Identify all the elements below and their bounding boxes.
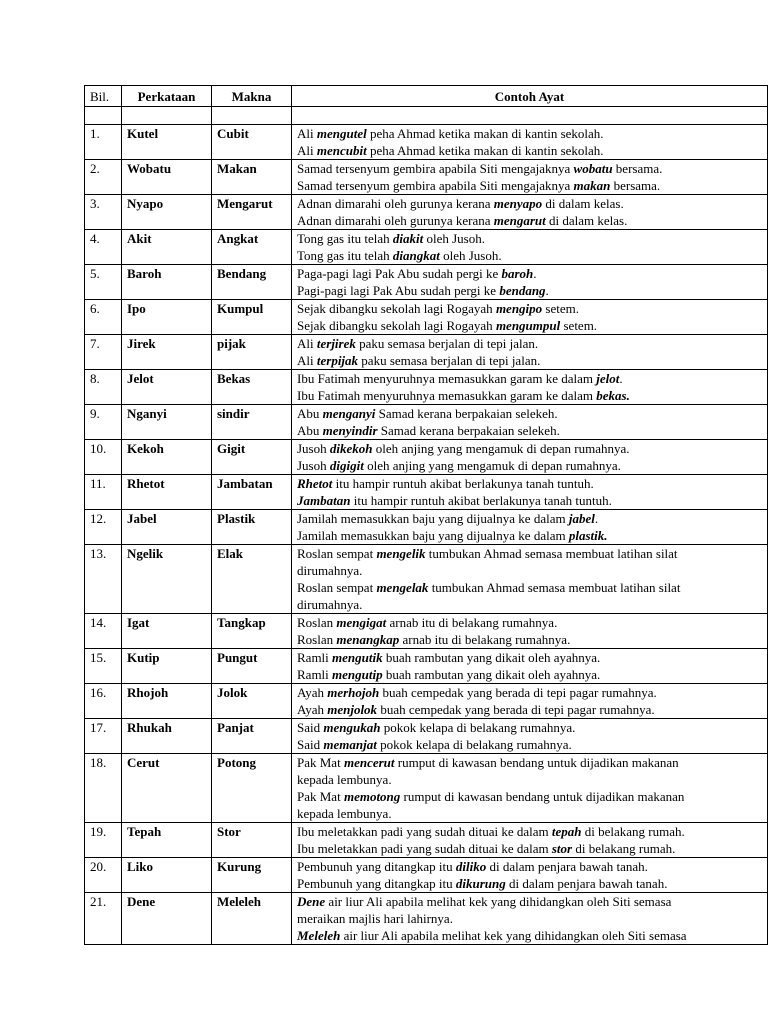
row-example <box>292 823 768 858</box>
row-example <box>292 719 768 754</box>
row-example <box>292 649 768 684</box>
example-line <box>297 125 767 142</box>
example-line <box>297 335 767 352</box>
row-meaning: Kumpul <box>212 300 292 335</box>
example-text: Jamilah memasukkan baju yang dijualnya ke dalam <box>297 511 569 526</box>
table-row <box>85 510 768 545</box>
example-line <box>297 596 767 613</box>
row-meaning: pijak <box>212 335 292 370</box>
example-text: tumbukan Ahmad semasa membuat latihan silat <box>425 546 678 561</box>
highlighted-word: menangkap <box>336 632 400 647</box>
example-text: peha Ahmad ketika makan di kantin sekolah. <box>366 143 604 158</box>
example-line <box>297 440 767 457</box>
example-line <box>297 545 767 562</box>
example-text: Pembunuh yang ditangkap itu <box>297 859 456 874</box>
row-example <box>292 614 768 649</box>
example-line <box>297 910 767 927</box>
example-line <box>297 684 767 701</box>
highlighted-word: mengutel <box>316 126 367 141</box>
example-text: Paga-pagi lagi Pak Abu sudah pergi ke <box>297 266 502 281</box>
example-text: Pembunuh yang ditangkap itu <box>297 876 456 891</box>
row-meaning: Kurung <box>212 858 292 893</box>
row-meaning: Stor <box>212 823 292 858</box>
vocabulary-table <box>84 85 768 945</box>
highlighted-word: menjolok <box>327 702 378 717</box>
row-example <box>292 545 768 614</box>
row-number: 13. <box>85 545 122 614</box>
row-word: Nyapo <box>122 195 212 230</box>
example-line <box>297 893 767 910</box>
row-word: Igat <box>122 614 212 649</box>
example-line <box>297 457 767 474</box>
header-bil: Bil. <box>85 86 122 107</box>
example-text: Pak Mat <box>297 789 344 804</box>
row-word: Kutel <box>122 125 212 160</box>
example-text: Samad kerana berpakaian selekeh. <box>375 406 558 421</box>
example-line <box>297 300 767 317</box>
row-word: Cerut <box>122 754 212 823</box>
example-text: di dalam penjara bawah tanah. <box>505 876 668 891</box>
table-row <box>85 719 768 754</box>
example-line <box>297 282 767 299</box>
row-example <box>292 754 768 823</box>
example-line <box>297 666 767 683</box>
highlighted-word: terpijak <box>316 353 359 368</box>
row-example <box>292 160 768 195</box>
example-text: oleh anjing yang mengamuk di depan rumahnya. <box>372 441 630 456</box>
row-meaning: sindir <box>212 405 292 440</box>
table-row <box>85 300 768 335</box>
row-word: Jabel <box>122 510 212 545</box>
example-text: Abu <box>297 406 323 421</box>
header-word: Perkataan <box>122 86 212 107</box>
row-example <box>292 125 768 160</box>
example-text: Sejak dibangku sekolah lagi Rogayah <box>297 301 496 316</box>
table-row <box>85 335 768 370</box>
example-text: Jusoh <box>297 441 330 456</box>
row-example <box>292 405 768 440</box>
example-text: paku semasa berjalan di tepi jalan. <box>355 336 539 351</box>
example-line <box>297 823 767 840</box>
example-line <box>297 142 767 159</box>
example-text: peha Ahmad ketika makan di kantin sekolah. <box>366 126 604 141</box>
row-word: Akit <box>122 230 212 265</box>
example-text: Said <box>297 720 324 735</box>
example-text: oleh anjing yang mengamuk di depan rumahnya. <box>363 458 621 473</box>
row-example <box>292 510 768 545</box>
row-meaning: Angkat <box>212 230 292 265</box>
example-text: Ali <box>297 353 317 368</box>
row-meaning: Tangkap <box>212 614 292 649</box>
example-text: oleh Jusoh. <box>439 248 502 263</box>
example-text: Sejak dibangku sekolah lagi Rogayah <box>297 318 496 333</box>
highlighted-word: mengarut <box>493 213 546 228</box>
highlighted-word: jelot <box>596 371 620 386</box>
example-line <box>297 405 767 422</box>
highlighted-word: menyapo <box>493 196 543 211</box>
example-text: Ibu meletakkan padi yang sudah dituai ke dalam <box>297 841 552 856</box>
table-row <box>85 230 768 265</box>
highlighted-word: diakit <box>392 231 424 246</box>
highlighted-word: merhojoh <box>327 685 380 700</box>
highlighted-word: dikurung <box>455 876 506 891</box>
example-text: Samad kerana berpakaian selekeh. <box>377 423 560 438</box>
row-meaning: Cubit <box>212 125 292 160</box>
table-row <box>85 195 768 230</box>
example-text: Pagi-pagi lagi Pak Abu sudah pergi ke <box>297 283 500 298</box>
example-line <box>297 247 767 264</box>
highlighted-word: plastik. <box>568 528 608 543</box>
row-number: 21. <box>85 893 122 945</box>
row-meaning: Panjat <box>212 719 292 754</box>
example-text: bersama. <box>610 178 661 193</box>
example-text: Ibu Fatimah menyuruhnya memasukkan garam ke dalam <box>297 388 597 403</box>
row-example <box>292 893 768 945</box>
row-number: 1. <box>85 125 122 160</box>
example-text: buah rambutan yang dikait oleh ayahnya. <box>382 667 601 682</box>
table-row <box>85 405 768 440</box>
example-line <box>297 265 767 282</box>
table-row <box>85 649 768 684</box>
row-meaning: Bendang <box>212 265 292 300</box>
table-header-row <box>85 86 768 107</box>
example-text: di dalam penjara bawah tanah. <box>486 859 648 874</box>
example-text: dirumahnya. <box>297 597 363 612</box>
row-number: 16. <box>85 684 122 719</box>
example-text: Ramli <box>297 667 333 682</box>
row-word: Ngelik <box>122 545 212 614</box>
highlighted-word: mengumpul <box>495 318 561 333</box>
example-line <box>297 649 767 666</box>
example-line <box>297 701 767 718</box>
example-text: Jamilah memasukkan baju yang dijualnya ke dalam <box>297 528 569 543</box>
example-text: Samad tersenyum gembira apabila Siti mengajaknya <box>297 161 574 176</box>
example-line <box>297 562 767 579</box>
row-meaning: Elak <box>212 545 292 614</box>
row-example <box>292 300 768 335</box>
highlighted-word: Rhetot <box>297 476 333 491</box>
row-meaning: Makan <box>212 160 292 195</box>
example-line <box>297 771 767 788</box>
row-word: Liko <box>122 858 212 893</box>
highlighted-word: tepah <box>551 824 582 839</box>
example-line <box>297 352 767 369</box>
example-line <box>297 614 767 631</box>
table-row <box>85 823 768 858</box>
row-number: 3. <box>85 195 122 230</box>
table-row <box>85 858 768 893</box>
example-text: paku semasa berjalan di tepi jalan. <box>358 353 541 368</box>
example-text: Ali <box>297 143 317 158</box>
row-meaning: Jolok <box>212 684 292 719</box>
example-text: Ali <box>297 336 317 351</box>
table-row <box>85 160 768 195</box>
example-text: setem. <box>560 318 598 333</box>
example-line <box>297 387 767 404</box>
highlighted-word: memotong <box>343 789 401 804</box>
highlighted-word: diliko <box>455 859 487 874</box>
example-text: Adnan dimarahi oleh gurunya kerana <box>297 213 494 228</box>
table-body <box>85 107 768 945</box>
highlighted-word: Meleleh <box>297 928 341 943</box>
example-text: . <box>619 371 623 386</box>
example-line <box>297 177 767 194</box>
example-text: air liur Ali apabila melihat kek yang dihidangkan oleh Siti semasa <box>325 894 672 909</box>
example-text: tumbukan Ahmad semasa membuat latihan silat <box>428 580 681 595</box>
example-line <box>297 631 767 648</box>
highlighted-word: stor <box>551 841 573 856</box>
highlighted-word: menganyi <box>322 406 376 421</box>
row-number: 5. <box>85 265 122 300</box>
example-text: pokok kelapa di belakang rumahnya. <box>376 737 572 752</box>
example-text: Ibu Fatimah menyuruhnya memasukkan garam ke dalam <box>297 371 597 386</box>
example-text: Samad tersenyum gembira apabila Siti mengajaknya <box>297 178 574 193</box>
table-row <box>85 370 768 405</box>
highlighted-word: bekas. <box>596 388 630 403</box>
example-text: kepada lembunya. <box>297 806 392 821</box>
header-meaning: Makna <box>212 86 292 107</box>
row-number: 8. <box>85 370 122 405</box>
highlighted-word: mencubit <box>316 143 367 158</box>
row-number: 2. <box>85 160 122 195</box>
highlighted-word: menyindir <box>322 423 378 438</box>
table-row <box>85 475 768 510</box>
row-meaning: Gigit <box>212 440 292 475</box>
highlighted-word: mengukah <box>323 720 381 735</box>
example-line <box>297 195 767 212</box>
example-text: oleh Jusoh. <box>423 231 485 246</box>
example-text: air liur Ali apabila melihat kek yang dihidangkan oleh Siti semasa <box>340 928 687 943</box>
row-word: Rhojoh <box>122 684 212 719</box>
example-line <box>297 927 767 944</box>
row-word: Jirek <box>122 335 212 370</box>
example-text: Ibu meletakkan padi yang sudah dituai ke dalam <box>297 824 552 839</box>
highlighted-word: diangkat <box>392 248 440 263</box>
row-word: Dene <box>122 893 212 945</box>
highlighted-word: memanjat <box>323 737 377 752</box>
example-line <box>297 858 767 875</box>
row-example <box>292 858 768 893</box>
highlighted-word: dikekoh <box>329 441 373 456</box>
row-meaning: Jambatan <box>212 475 292 510</box>
example-line <box>297 160 767 177</box>
row-number: 10. <box>85 440 122 475</box>
row-meaning: Plastik <box>212 510 292 545</box>
example-text: . <box>594 511 599 526</box>
example-text: di dalam kelas. <box>542 196 624 211</box>
row-number: 9. <box>85 405 122 440</box>
row-number: 12. <box>85 510 122 545</box>
highlighted-word: mengigat <box>336 615 387 630</box>
row-example <box>292 475 768 510</box>
row-word: Tepah <box>122 823 212 858</box>
header-example: Contoh Ayat <box>292 86 768 107</box>
row-number: 15. <box>85 649 122 684</box>
row-example <box>292 440 768 475</box>
example-text: arnab itu di belakang rumahnya. <box>386 615 558 630</box>
example-text: Said <box>297 737 324 752</box>
example-line <box>297 754 767 771</box>
example-text: Ayah <box>297 685 328 700</box>
example-text: Ramli <box>297 650 333 665</box>
example-line <box>297 510 767 527</box>
row-example <box>292 195 768 230</box>
example-line <box>297 212 767 229</box>
highlighted-word: mengutik <box>332 650 383 665</box>
row-number: 11. <box>85 475 122 510</box>
example-text: Jusoh <box>297 458 330 473</box>
table-row <box>85 684 768 719</box>
row-number: 18. <box>85 754 122 823</box>
example-text: Roslan sempat <box>297 580 377 595</box>
row-example <box>292 265 768 300</box>
row-word: Ipo <box>122 300 212 335</box>
highlighted-word: terjirek <box>316 336 356 351</box>
highlighted-word: digigit <box>329 458 364 473</box>
row-example <box>292 230 768 265</box>
example-text: Roslan <box>297 632 337 647</box>
row-number: 14. <box>85 614 122 649</box>
example-text: . <box>533 266 537 281</box>
row-meaning: Bekas <box>212 370 292 405</box>
row-meaning: Pungut <box>212 649 292 684</box>
example-line <box>297 579 767 596</box>
example-text: di dalam kelas. <box>545 213 628 228</box>
example-text: pokok kelapa di belakang rumahnya. <box>380 720 576 735</box>
row-meaning: Mengarut <box>212 195 292 230</box>
highlighted-word: bendang <box>499 283 546 298</box>
example-line <box>297 719 767 736</box>
example-line <box>297 492 767 509</box>
highlighted-word: Dene <box>297 894 326 909</box>
row-number: 19. <box>85 823 122 858</box>
example-line <box>297 736 767 753</box>
highlighted-word: makan <box>573 178 611 193</box>
row-number: 6. <box>85 300 122 335</box>
row-example <box>292 684 768 719</box>
example-text: arnab itu di belakang rumahnya. <box>399 632 571 647</box>
example-line <box>297 370 767 387</box>
row-number: 4. <box>85 230 122 265</box>
example-text: Roslan sempat <box>297 546 377 561</box>
table-row <box>85 754 768 823</box>
table-row <box>85 614 768 649</box>
example-text: bersama. <box>612 161 663 176</box>
row-number: 20. <box>85 858 122 893</box>
example-text: meraikan majlis hari lahirnya. <box>297 911 453 926</box>
example-line <box>297 805 767 822</box>
example-line <box>297 317 767 334</box>
example-text: Ali <box>297 126 317 141</box>
example-line <box>297 788 767 805</box>
row-example <box>292 335 768 370</box>
row-meaning: Potong <box>212 754 292 823</box>
example-text: Roslan <box>297 615 337 630</box>
example-text: itu hampir runtuh akibat berlakunya tanah tuntuh. <box>350 493 612 508</box>
highlighted-word: mengelik <box>376 546 426 561</box>
example-text: Abu <box>297 423 323 438</box>
example-text: Pak Mat <box>297 755 344 770</box>
row-number: 7. <box>85 335 122 370</box>
example-text: rumput di kawasan bendang untuk dijadikan makanan <box>400 789 685 804</box>
example-text: di belakang rumah. <box>572 841 676 856</box>
row-word: Wobatu <box>122 160 212 195</box>
row-word: Nganyi <box>122 405 212 440</box>
highlighted-word: mencerut <box>343 755 395 770</box>
table-row <box>85 545 768 614</box>
example-line <box>297 840 767 857</box>
row-example <box>292 370 768 405</box>
example-text: buah cempedak yang berada di tepi pagar rumahnya. <box>377 702 655 717</box>
highlighted-word: Jambatan <box>297 493 351 508</box>
example-text: itu hampir runtuh akibat berlakunya tanah tuntuh. <box>332 476 594 491</box>
row-meaning: Meleleh <box>212 893 292 945</box>
spacer-row <box>85 107 768 125</box>
example-text: Tong gas itu telah <box>297 248 393 263</box>
example-text: setem. <box>542 301 579 316</box>
highlighted-word: jabel <box>568 511 595 526</box>
example-text: buah cempedak yang berada di tepi pagar rumahnya. <box>379 685 657 700</box>
table-row <box>85 125 768 160</box>
example-text: buah rambutan yang dikait oleh ayahnya. <box>382 650 601 665</box>
example-text: rumput di kawasan bendang untuk dijadikan makanan <box>394 755 679 770</box>
highlighted-word: mengutip <box>332 667 383 682</box>
example-text: kepada lembunya. <box>297 772 392 787</box>
row-word: Baroh <box>122 265 212 300</box>
example-text: dirumahnya. <box>297 563 363 578</box>
highlighted-word: mengelak <box>376 580 429 595</box>
row-word: Rhukah <box>122 719 212 754</box>
example-line <box>297 230 767 247</box>
highlighted-word: baroh <box>501 266 534 281</box>
example-text: . <box>545 283 549 298</box>
example-text: di belakang rumah. <box>581 824 685 839</box>
example-line <box>297 422 767 439</box>
example-line <box>297 475 767 492</box>
row-number: 17. <box>85 719 122 754</box>
table-row <box>85 893 768 945</box>
highlighted-word: mengipo <box>495 301 543 316</box>
example-text: Ayah <box>297 702 328 717</box>
row-word: Kekoh <box>122 440 212 475</box>
example-line <box>297 875 767 892</box>
example-line <box>297 527 767 544</box>
example-text: Adnan dimarahi oleh gurunya kerana <box>297 196 494 211</box>
example-text: Tong gas itu telah <box>297 231 393 246</box>
table-row <box>85 265 768 300</box>
row-word: Rhetot <box>122 475 212 510</box>
table-row <box>85 440 768 475</box>
row-word: Kutip <box>122 649 212 684</box>
highlighted-word: wobatu <box>573 161 613 176</box>
row-word: Jelot <box>122 370 212 405</box>
